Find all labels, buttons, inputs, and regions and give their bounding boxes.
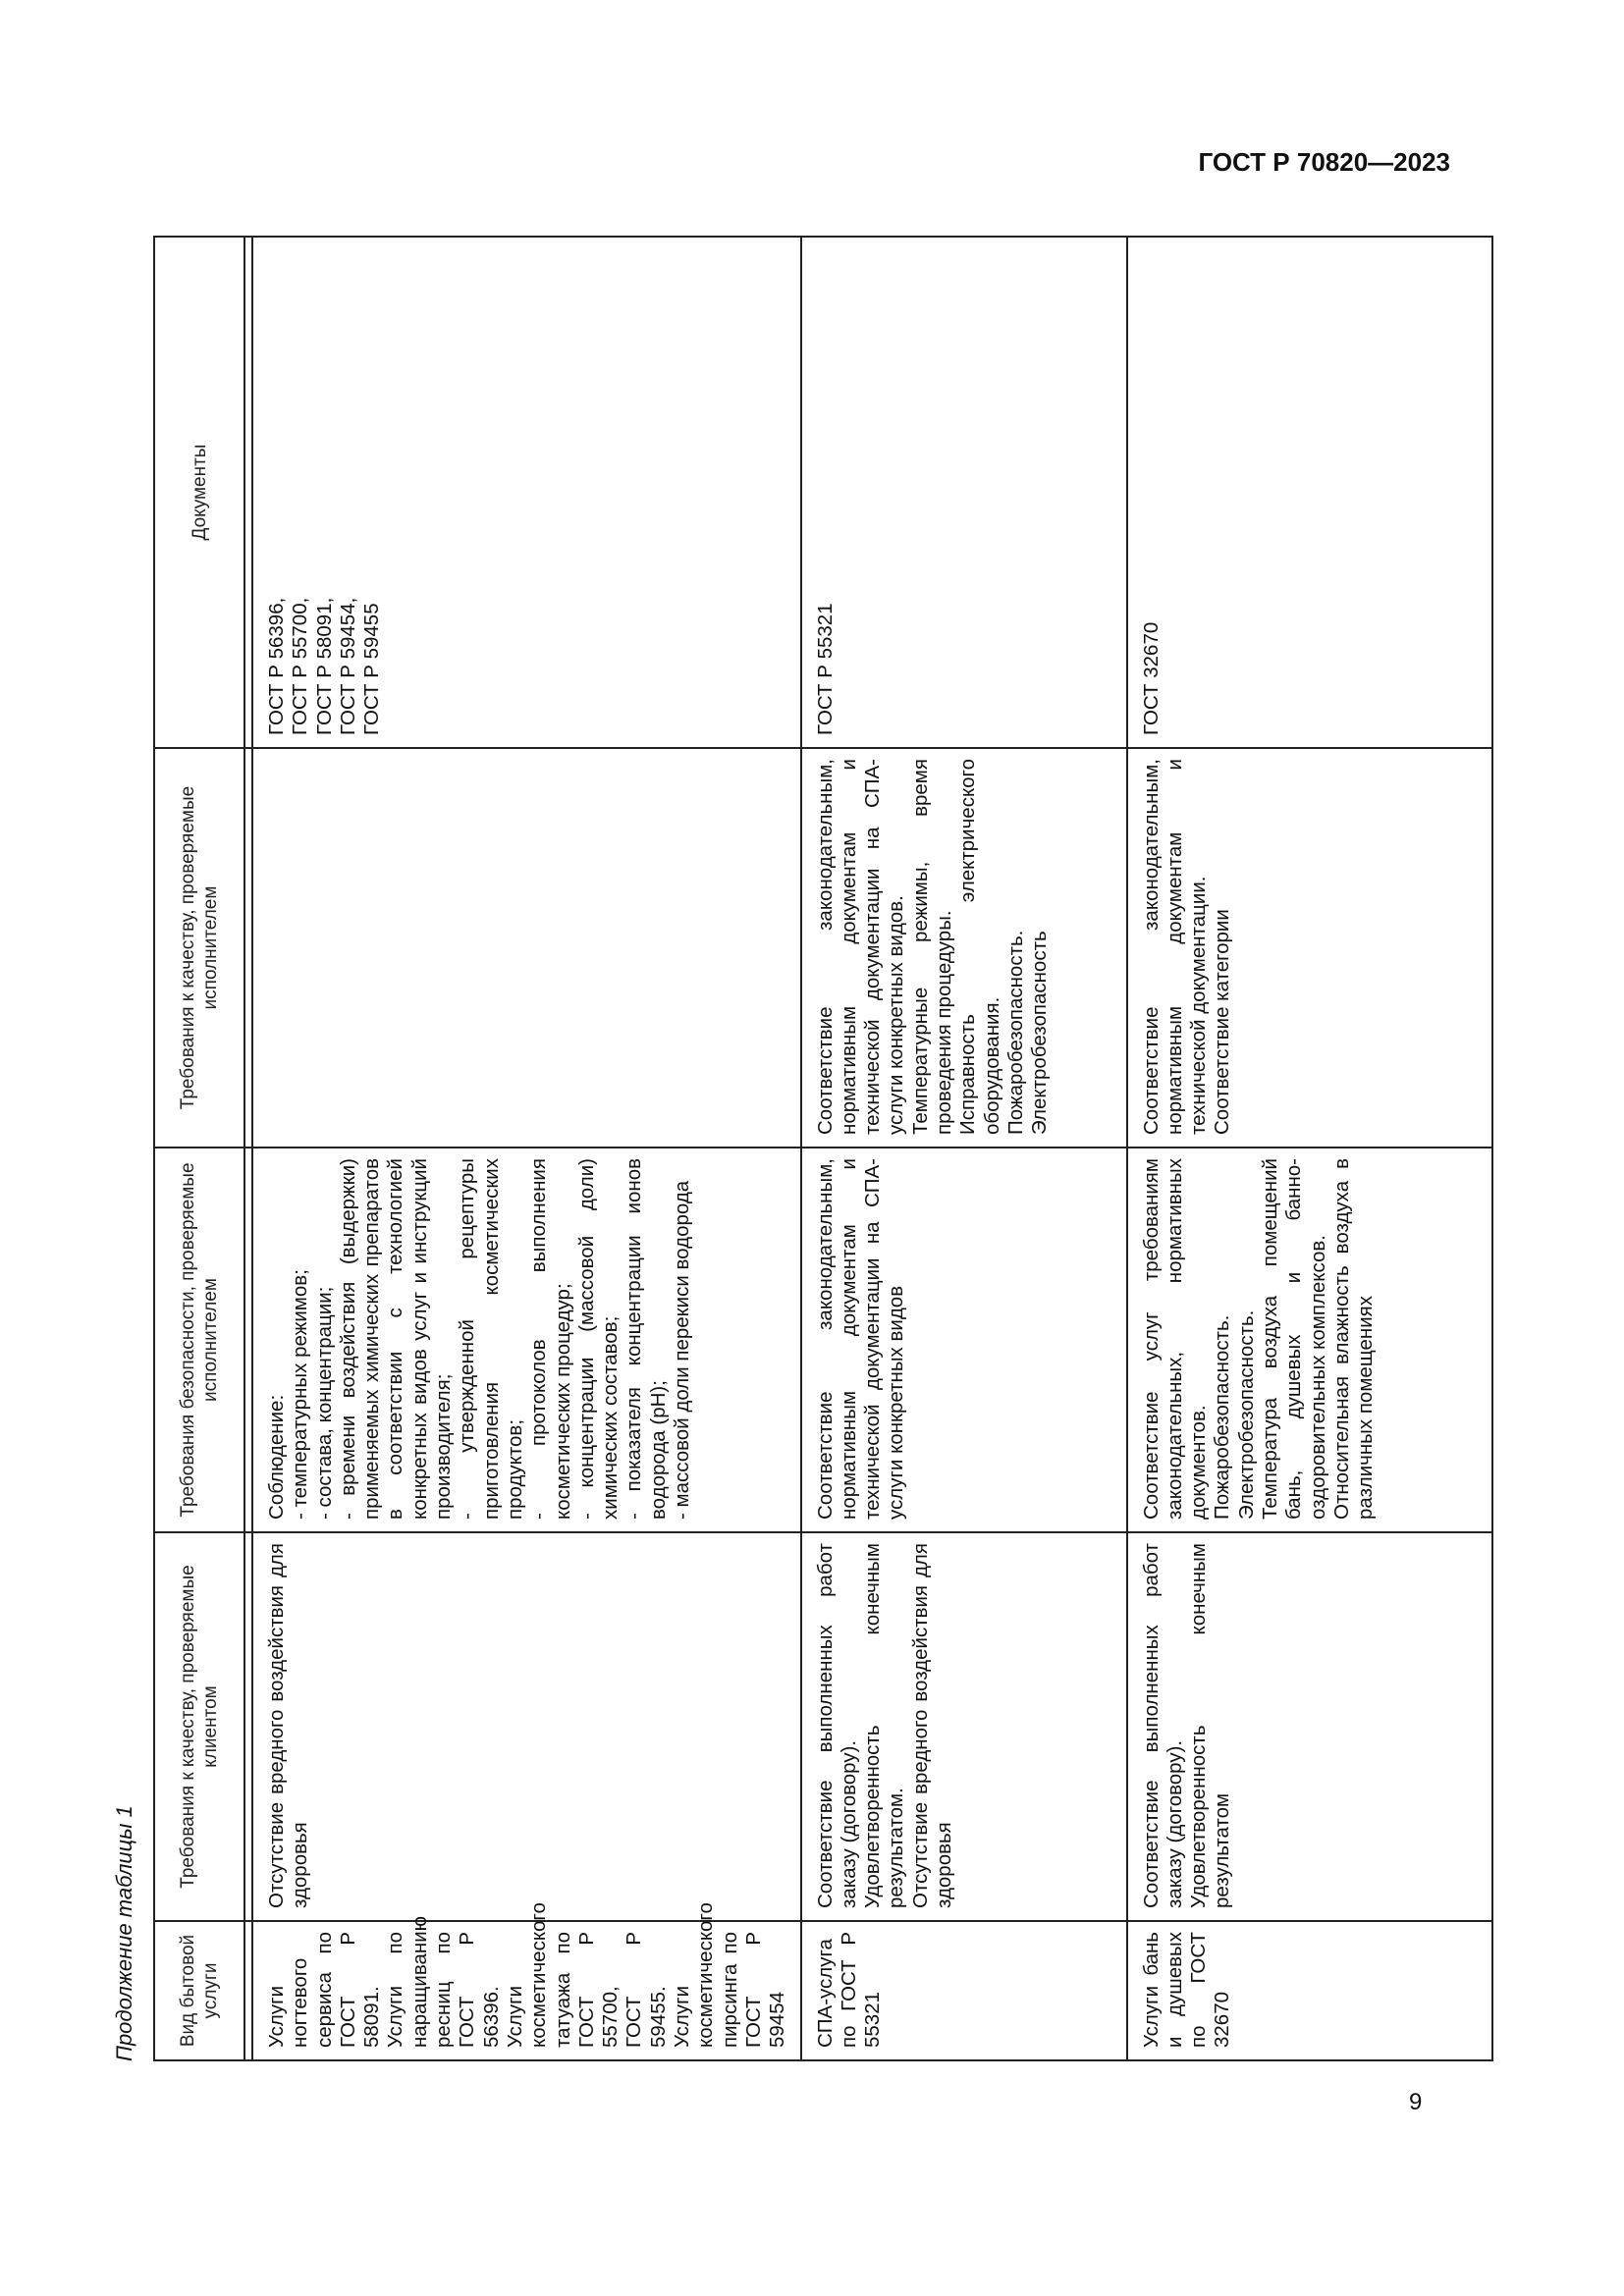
cell-paragraph: Удовлетворенность конечным результатом — [1187, 1543, 1234, 1908]
safety-cell — [1127, 1148, 1492, 1532]
cell-paragraph: Соблюдение: — [265, 1394, 288, 1520]
documents-cell — [801, 237, 1127, 748]
cell-paragraph: Температурные режимы, время проведения процедуры. — [908, 759, 956, 1135]
client-quality-cell — [1127, 1532, 1492, 1921]
cell-paragraph: ГОСТ Р 59454, — [336, 597, 359, 735]
column-header: Требования к качеству, проверяемые клиентом — [154, 1532, 244, 1921]
cell-paragraph: - массовой доли перекиси водорода — [671, 1180, 694, 1520]
cell-paragraph: Исправность электрического оборудования. — [956, 759, 1003, 1135]
cell-paragraph: СПА-услуга по ГОСТ Р 55321 — [813, 1932, 885, 2048]
cell-paragraph: Электробезопасность — [1028, 931, 1052, 1135]
cell-paragraph: - протоколов выполнения косметических процедур; — [527, 1158, 574, 1520]
cell-paragraph: ГОСТ Р 55700, — [289, 597, 312, 735]
cell-paragraph: Удовлетворенность конечным результатом. — [861, 1543, 908, 1908]
cell-paragraph: Соответствие законодательным, нормативным документам и технической документации. — [1139, 759, 1211, 1135]
column-header: Требования к качеству, проверяемые исполнителем — [154, 748, 244, 1148]
cell-paragraph: - состава, концентрации; — [312, 1286, 336, 1520]
cell-paragraph: Температура воздуха помещений бань, душевых и банно-оздоровительных комплексов. — [1259, 1158, 1329, 1520]
standard-header: ГОСТ Р 70820—2023 — [1198, 147, 1450, 177]
cell-paragraph: ГОСТ Р 58091, — [312, 597, 336, 735]
cell-paragraph: ГОСТ 32670 — [1139, 621, 1163, 735]
cell-paragraph: Услуги ногтевого сервиса по ГОСТ Р 58091. — [265, 1932, 384, 2048]
cell-paragraph: ГОСТ Р 55321 — [813, 603, 837, 735]
documents-cell — [252, 237, 801, 748]
service-cell — [252, 1902, 801, 2060]
header-gap-row — [244, 237, 252, 2060]
column-header: Документы — [154, 237, 244, 748]
executor-quality-cell — [1127, 748, 1492, 1148]
service-cell — [801, 1921, 1127, 2060]
cell-paragraph: Услуги бань и душевых по ГОСТ 32670 — [1139, 1932, 1234, 2048]
client-quality-cell — [801, 1532, 1127, 1921]
cell-paragraph: Электробезопасность. — [1234, 1309, 1258, 1520]
cell-paragraph: - концентрации (массовой доли) химических составов; — [574, 1158, 623, 1520]
cell-paragraph: - показателя концентрации ионов водорода (pH); — [623, 1158, 670, 1520]
table-caption: Продолжение таблицы 1 — [112, 1805, 136, 2061]
column-header: Требования безопасности, проверяемые исполнителем — [154, 1148, 244, 1532]
cell-paragraph: Услуги косметического пирсинга по ГОСТ Р 59454 — [671, 1902, 789, 2048]
cell-paragraph: Соответствие законодательным, нормативным документам и технической документации на СПА-услуги конкретных видов — [813, 1158, 908, 1520]
cell-paragraph: Соответствие выполненных работ заказу (договору). — [813, 1543, 860, 1908]
cell-paragraph: Отсутствие вредного воздействия для здоровья — [908, 1543, 956, 1908]
requirements-table — [153, 236, 1493, 2061]
cell-paragraph: - времени воздействия (выдержки) применяемых химических препаратов в соответствии с технологией конкретных видов услуг и инструкций производителя; — [336, 1158, 456, 1520]
table-row — [1127, 237, 1492, 2060]
table-row — [252, 237, 801, 2060]
executor-quality-cell — [252, 748, 801, 1148]
column-header: Вид бытовой услуги — [154, 1921, 244, 2060]
cell-paragraph: Услуги по наращиванию ресниц по ГОСТ Р 56396. — [384, 1915, 503, 2048]
cell-paragraph: - температурных режимов; — [289, 1269, 312, 1520]
client-quality-cell — [252, 1532, 801, 1921]
cell-paragraph: ГОСТ Р 56396, — [265, 597, 288, 735]
cell-paragraph: Соответствие законодательным, нормативным документам и технической документации на СПА-услуги конкретных видов. — [813, 759, 908, 1135]
documents-cell — [1127, 237, 1492, 748]
safety-cell — [252, 1148, 801, 1532]
cell-paragraph: Относительная влажность воздуха в различных помещениях — [1329, 1158, 1378, 1520]
cell-paragraph: Отсутствие вредного воздействия для здоровья — [265, 1543, 312, 1908]
rotated-table-area — [112, 238, 1418, 2061]
cell-paragraph: Пожаробезопасность. — [1211, 1314, 1234, 1520]
table-header-row — [154, 237, 244, 2060]
page-number: 9 — [1409, 2089, 1423, 2115]
executor-quality-cell — [801, 748, 1127, 1148]
service-cell — [1127, 1921, 1492, 2060]
cell-paragraph: Соответствие выполненных работ заказу (договору). — [1139, 1543, 1186, 1908]
cell-paragraph: - утвержденной рецептуры приготовления косметических продуктов; — [456, 1158, 526, 1520]
cell-paragraph: ГОСТ Р 59455 — [360, 603, 384, 735]
cell-paragraph: Услуги косметического татуажа по ГОСТ Р 55700, ГОСТ Р 59455. — [503, 1902, 670, 2048]
cell-paragraph: Соответствие категории — [1211, 909, 1234, 1135]
safety-cell — [801, 1148, 1127, 1532]
cell-paragraph: Соответствие услуг требованиям законодательных, нормативных документов. — [1139, 1158, 1211, 1520]
table-row — [801, 237, 1127, 2060]
cell-paragraph: Пожаробезопасность. — [1003, 930, 1027, 1135]
